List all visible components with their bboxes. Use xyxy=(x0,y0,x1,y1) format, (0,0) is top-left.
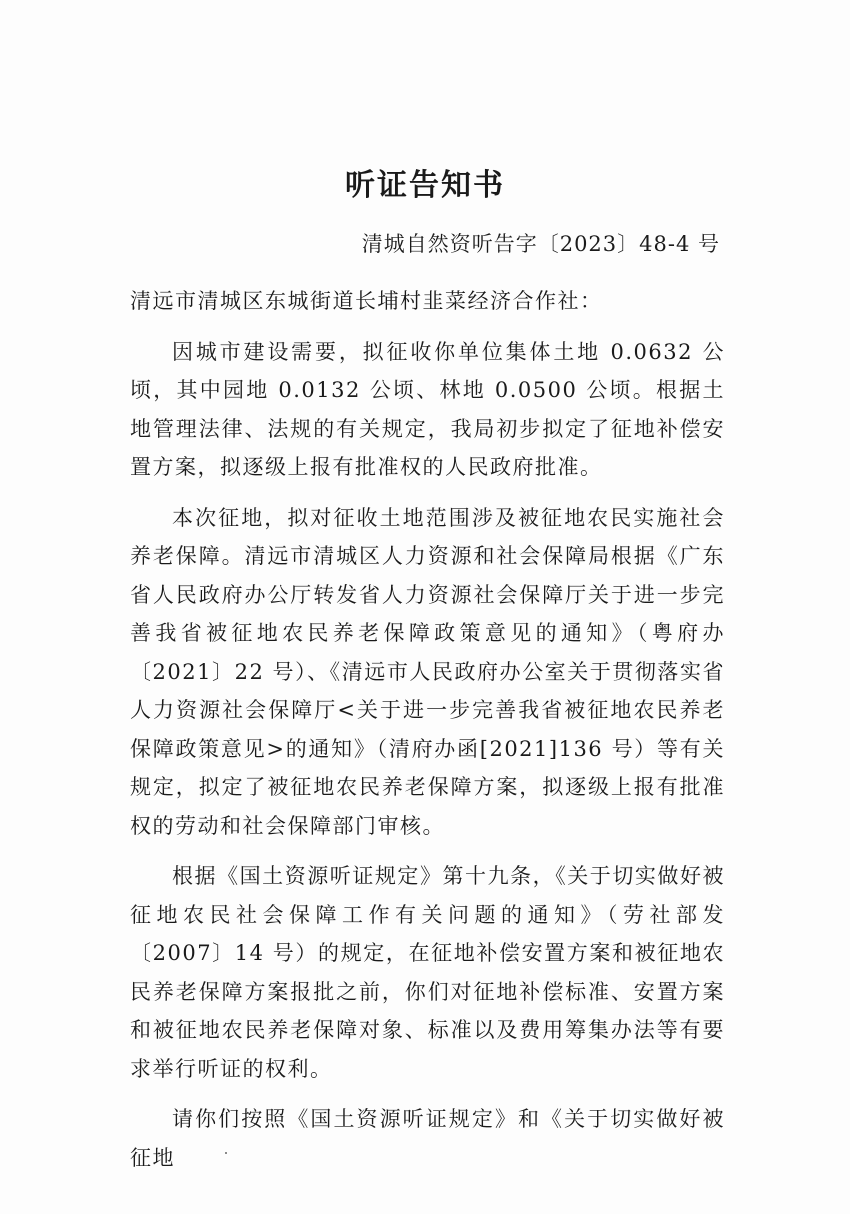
addressee: 清远市清城区东城街道长埔村韭菜经济合作社： xyxy=(130,289,603,313)
paragraph-1: 因城市建设需要，拟征收你单位集体土地 0.0632 公顷，其中园地 0.0132 公顷、林地 0.0500 公顷。根据土地管理法律、法规的有关规定，我局初步拟定了征地补偿安置方案，拟逐级上报有批准权的人民政府批准。 xyxy=(130,339,725,479)
document-number: 清城自然资听告字〔2023〕48-4 号 xyxy=(361,232,720,256)
paragraph-4: 请你们按照《国土资源听证规定》和《关于切实做好被征地 xyxy=(130,1107,725,1170)
document-body xyxy=(130,282,725,1189)
paragraph-2: 本次征地，拟对征收土地范围涉及被征地农民实施社会养老保障。清远市清城区人力资源和社会保障局根据《广东省人民政府办公厅转发省人力资源社会保障厅关于进一步完善我省被征地农民养老保障政策意见的通知》（粤府办〔2021〕22 号）、《清远市人民政府办公室关于贯彻落实省人力资源社会保障厅<关于进一步完善我省被征地农民养老保障政策意见>的通知》（清府办函[2021]136 号）等有关规定，拟定了被征地农民养老保障方案，拟逐级上报有批准权的劳动和社会保障部门审核。 xyxy=(130,505,725,838)
document-title: 听证告知书 xyxy=(345,168,505,203)
scan-speck xyxy=(225,1152,227,1154)
paragraph-3: 根据《国土资源听证规定》第十九条，《关于切实做好被征地农民社会保障工作有关问题的通知》（劳社部发〔2007〕14 号）的规定，在征地补偿安置方案和被征地农民养老保障方案报批之前，你们对征地补偿标准、安置方案和被征地农民养老保障对象、标准以及费用筹集办法等有要求举行听证的权利。 xyxy=(130,864,725,1081)
